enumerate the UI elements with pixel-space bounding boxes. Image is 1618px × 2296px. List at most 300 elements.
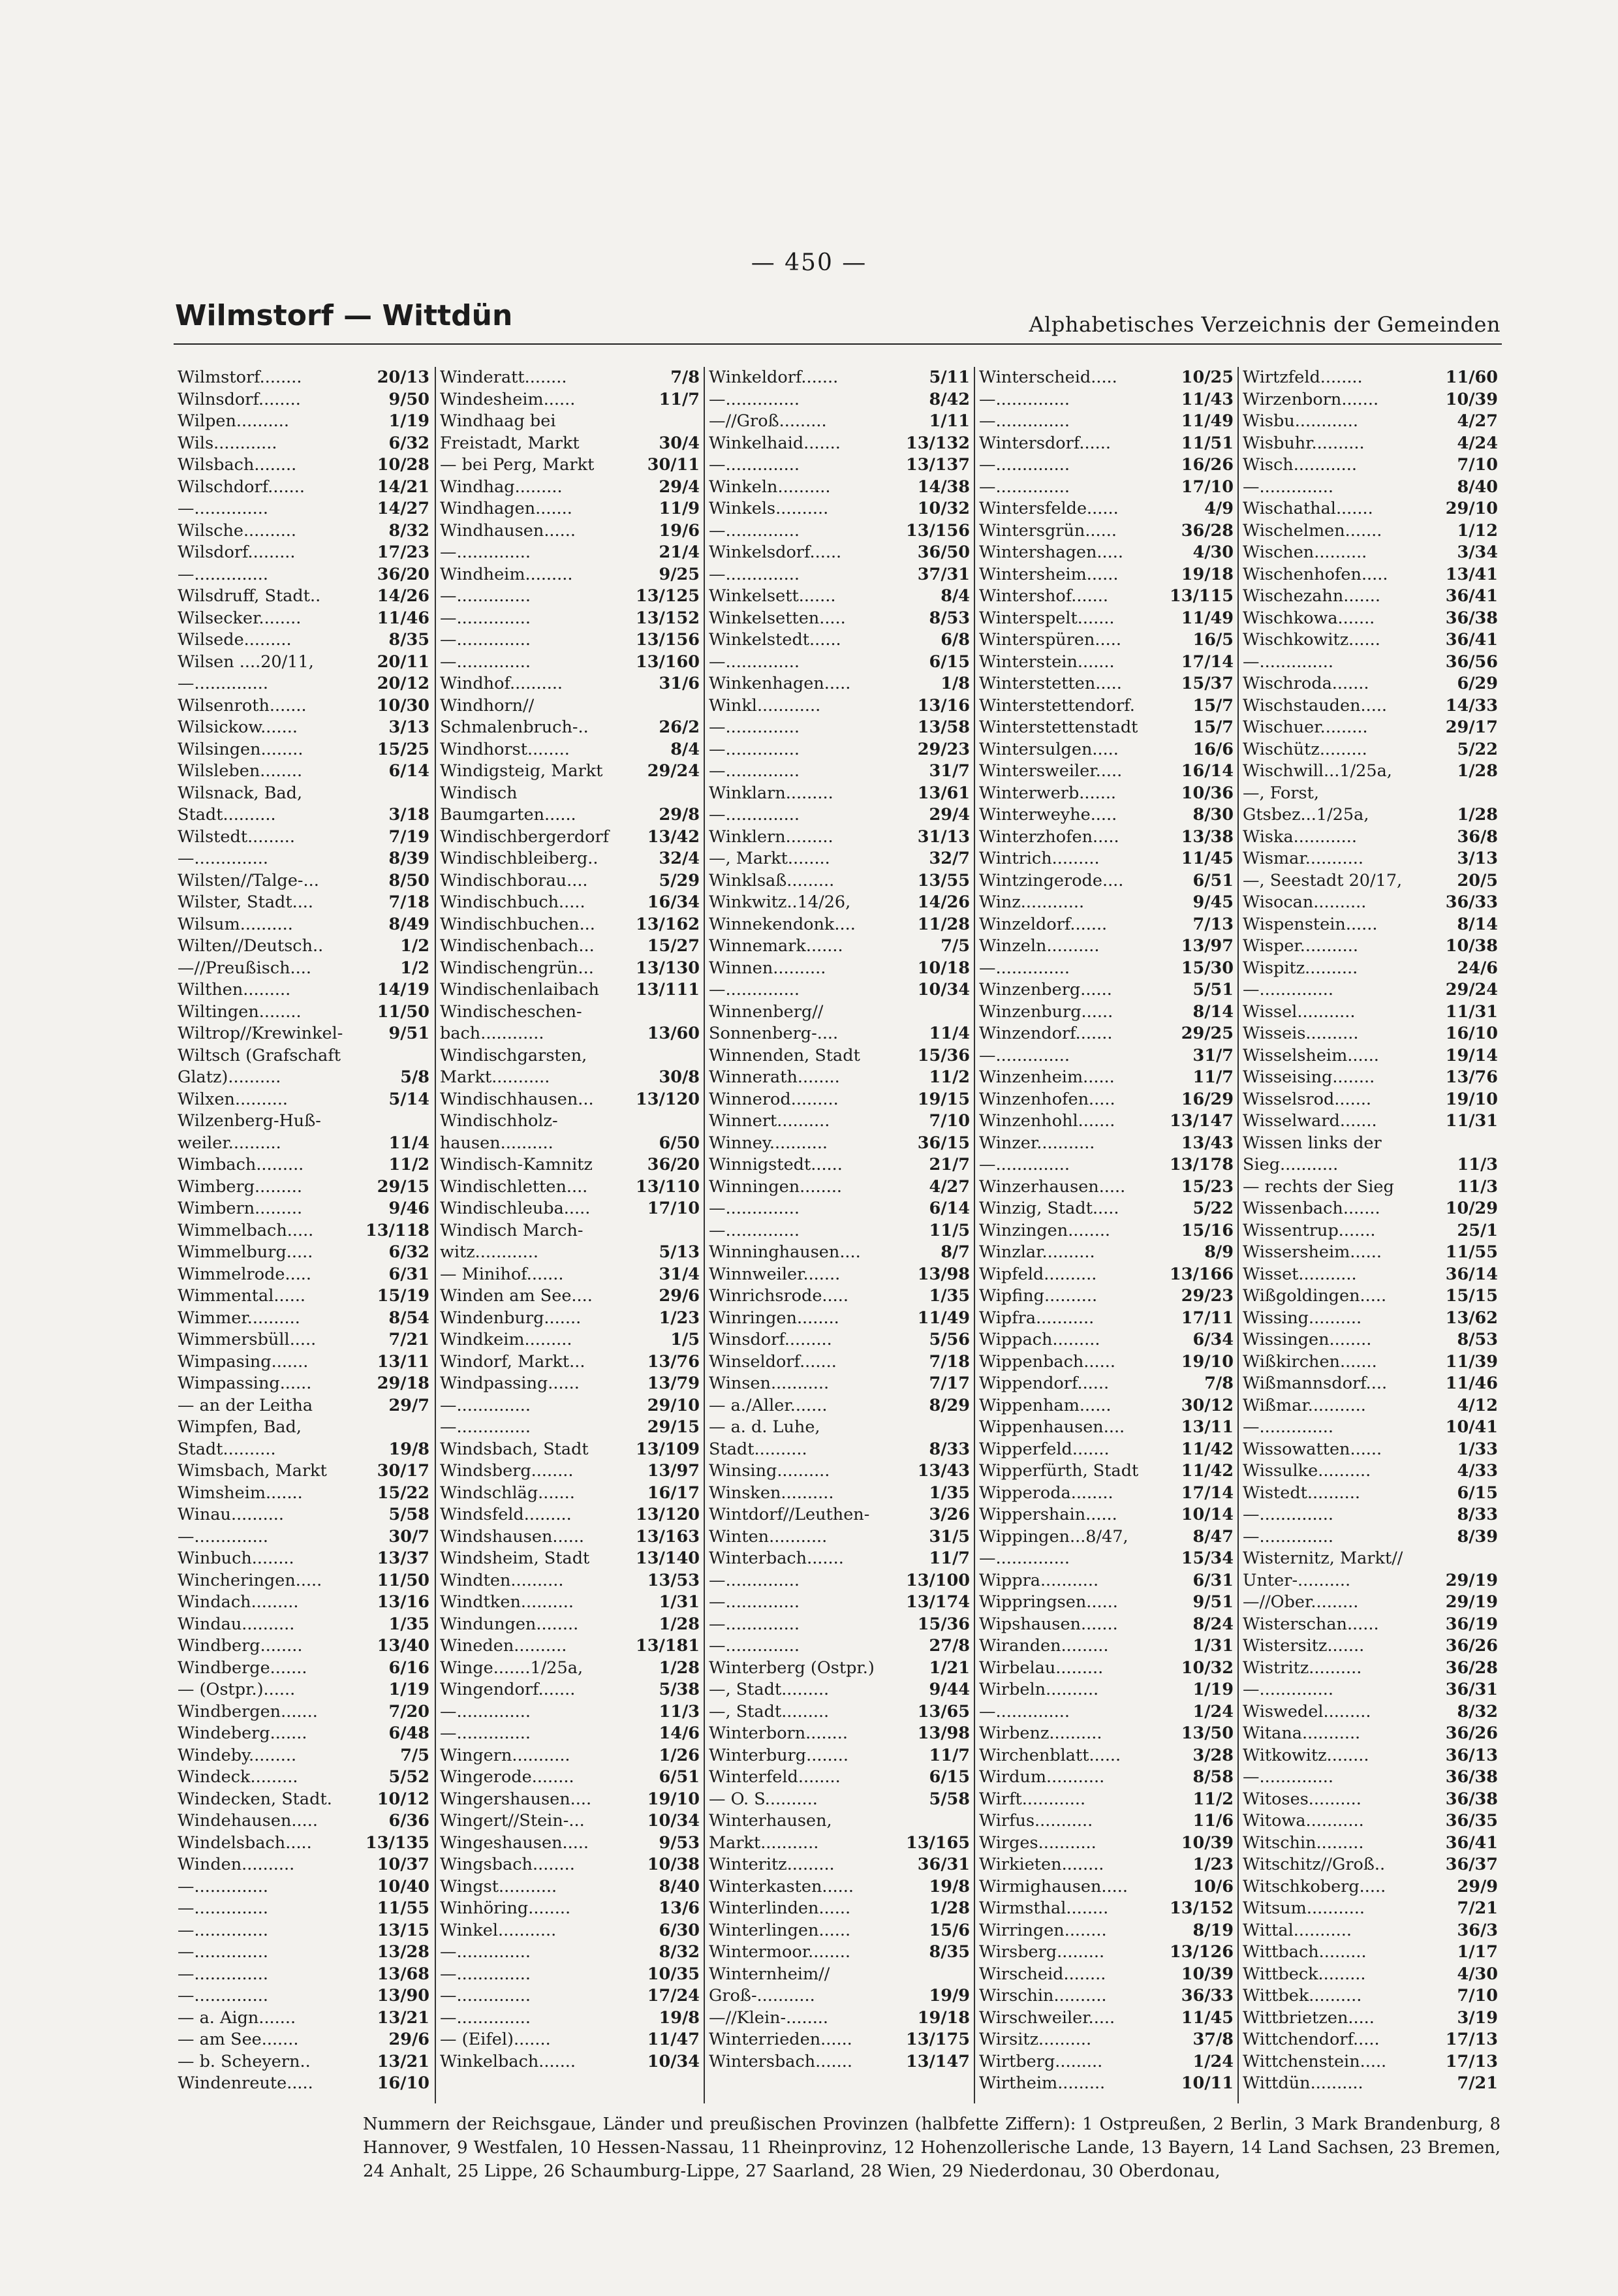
gazetteer-entry (975, 1854, 1239, 1876)
gazetteer-entry (436, 1133, 705, 1155)
gazetteer-entry (705, 1504, 975, 1526)
gazetteer-entry (1239, 1045, 1503, 1067)
region-code: 11/49 (1181, 608, 1234, 628)
region-code: 16/26 (1181, 455, 1234, 475)
region-code: 36/38 (1445, 608, 1498, 628)
place-name: Winterfeld........ (709, 1767, 841, 1787)
place-name: Wipfeld.......... (979, 1264, 1097, 1284)
region-code: 1/17 (1457, 1942, 1498, 1962)
region-code: 11/3 (1457, 1155, 1498, 1174)
gazetteer-entry (975, 1373, 1239, 1395)
gazetteer-entry (705, 2051, 975, 2073)
gazetteer-entry (975, 2029, 1239, 2051)
place-name: Winzerhausen..... (979, 1176, 1126, 1197)
region-code: 13/21 (377, 2007, 429, 2028)
gazetteer-entry (436, 411, 705, 433)
place-name: Wisselward....... (1243, 1111, 1377, 1131)
gazetteer-entry (705, 1701, 975, 1723)
place-name: —.............. (709, 564, 800, 584)
gazetteer-entry (436, 1483, 705, 1505)
place-name: Wippach......... (979, 1330, 1100, 1349)
place-name: — b. Scheyern.. (178, 2051, 311, 2071)
region-code: 36/31 (917, 1855, 970, 1874)
region-code: 30/8 (659, 1067, 700, 1087)
place-name: Windsheim, Stadt (440, 1549, 590, 1568)
gazetteer-entry (975, 848, 1239, 870)
region-code: 13/160 (635, 652, 700, 672)
gazetteer-entry (174, 586, 435, 608)
region-code: 10/39 (1181, 1832, 1234, 1853)
place-name: —.............. (709, 1199, 800, 1218)
place-name: Winkelsett....... (709, 586, 836, 606)
gazetteer-entry (705, 1373, 975, 1395)
place-name: Wiranden......... (979, 1636, 1109, 1656)
place-name: Windkeim......... (440, 1330, 572, 1349)
region-code: 14/38 (917, 477, 970, 497)
place-name: Winseldorf....... (709, 1351, 837, 1372)
place-name: —.............. (440, 608, 531, 628)
gazetteer-entry (975, 586, 1239, 608)
gazetteer-entry (975, 826, 1239, 849)
region-code: 13/65 (917, 1701, 970, 1722)
region-code: 1/19 (388, 411, 429, 431)
region-code: 1/8 (941, 674, 970, 693)
gazetteer-entry (1239, 1592, 1503, 1614)
region-code: 16/10 (1445, 1024, 1498, 1043)
place-name: Wischroda....... (1243, 674, 1369, 693)
gazetteer-entry (975, 1023, 1239, 1045)
place-name: Wilsenroth....... (178, 695, 307, 716)
region-code: 36/15 (917, 1133, 970, 1153)
place-name: Wisseis.......... (1243, 1024, 1359, 1043)
place-name: Windenreute..... (178, 2073, 313, 2093)
region-code: 30/7 (388, 1526, 429, 1547)
gazetteer-entry (705, 1198, 975, 1220)
gazetteer-entry (1239, 520, 1503, 543)
place-name: Winz............ (979, 892, 1085, 912)
region-code: 29/9 (1457, 1876, 1498, 1896)
place-name: Wimmersbüll..... (178, 1330, 317, 1349)
gazetteer-entry (436, 2007, 705, 2030)
place-name: Windhorn// (440, 695, 535, 716)
region-code: 11/7 (929, 1549, 970, 1568)
region-code (1494, 783, 1498, 805)
footnote-legend: Nummern der Reichsgaue, Länder und preußischen Provinzen (halbfette Ziffern): 1 Ostpreußen, 2 Berlin, 3 Mark Brandenburg, 8 Hannover, 9 Westfalen, 10 Hessen-Nassau, 11 Rheinprovinz, 12 Hohenzollerische Lande, 13 Bayern, 14 Land Sachsen, 23 Bremen, 24 Anhalt, 25 Lippe, 26 Schaumburg-Lippe, 27 Saarland, 28 Wien, 29 Niederdonau, 30 Oberdonau, (363, 2115, 1501, 2181)
gazetteer-entry (975, 1942, 1239, 1964)
region-code: 1/24 (1192, 1701, 1234, 1722)
gazetteer-entry (705, 520, 975, 543)
place-name: Windhausen...... (440, 520, 576, 541)
place-name: Wirfus........... (979, 1811, 1093, 1831)
region-code: 10/34 (647, 1811, 700, 1831)
region-code (426, 1110, 429, 1133)
gazetteer-entry (1239, 433, 1503, 455)
place-name: —.............. (709, 1570, 800, 1590)
gazetteer-entry (174, 979, 435, 1001)
place-name: Wimmelburg..... (178, 1242, 313, 1262)
region-code: 11/43 (1181, 389, 1234, 409)
gazetteer-entry (1239, 761, 1503, 783)
gazetteer-entry (436, 1285, 705, 1308)
region-code: 8/14 (1457, 914, 1498, 934)
region-code: 13/55 (917, 870, 970, 890)
place-name: Winkelsdorf...... (709, 543, 842, 562)
place-name: Windsberg........ (440, 1461, 574, 1481)
gazetteer-entry (174, 1723, 435, 1745)
gazetteer-entry (975, 1483, 1239, 1505)
gazetteer-entry (1239, 958, 1503, 980)
gazetteer-entry (1239, 1089, 1503, 1111)
place-name: Wißmannsdorf.... (1243, 1374, 1388, 1393)
gazetteer-entry (975, 1898, 1239, 1920)
region-code: 13/147 (905, 2051, 970, 2071)
place-name: Windehausen..... (178, 1811, 318, 1831)
gazetteer-entry (705, 367, 975, 389)
region-code: 16/14 (1181, 761, 1234, 781)
place-name: Wirkieten........ (979, 1855, 1104, 1874)
gazetteer-entry (436, 1023, 705, 1045)
region-code: 13/130 (635, 958, 700, 978)
region-code: 5/52 (388, 1767, 429, 1787)
region-code: 11/9 (659, 499, 700, 518)
region-code: 13/132 (905, 433, 970, 453)
place-name: Windischbuchen... (440, 914, 595, 934)
gazetteer-entry (174, 1789, 435, 1811)
gazetteer-entry (705, 433, 975, 455)
region-code: 11/7 (929, 1745, 970, 1765)
gazetteer-entry (975, 1439, 1239, 1461)
gazetteer-entry (705, 1658, 975, 1680)
gazetteer-entry (975, 454, 1239, 477)
region-code: 5/11 (929, 368, 970, 387)
region-code: 4/24 (1457, 433, 1498, 453)
place-name: Winnemark....... (709, 936, 843, 956)
gazetteer-entry (1239, 783, 1503, 805)
place-name: —.............. (979, 958, 1070, 978)
region-code: 6/32 (388, 1242, 429, 1262)
gazetteer-entry (1239, 1285, 1503, 1308)
gazetteer-entry (975, 1701, 1239, 1723)
gazetteer-entry (1239, 1001, 1503, 1024)
gazetteer-entry (975, 1504, 1239, 1526)
place-name: Wirtheim......... (979, 2073, 1106, 2093)
region-code: 8/4 (670, 739, 700, 759)
gazetteer-entry (436, 477, 705, 499)
place-name: Wippendorf...... (979, 1374, 1110, 1393)
region-code (696, 695, 700, 717)
place-name: Winnigstedt...... (709, 1155, 843, 1174)
region-code: 29/10 (647, 1395, 700, 1415)
gazetteer-entry (705, 1133, 975, 1155)
gazetteer-entry (436, 1220, 705, 1242)
gazetteer-entry (975, 783, 1239, 805)
gazetteer-entry (436, 454, 705, 477)
place-name: Wirbelau......... (979, 1658, 1104, 1678)
place-name: Windischgarsten, (440, 1045, 587, 1065)
gazetteer-entry (436, 958, 705, 980)
gazetteer-entry (1239, 2007, 1503, 2030)
gazetteer-entry (436, 1395, 705, 1417)
region-code (696, 411, 700, 433)
region-code: 7/5 (400, 1745, 429, 1765)
place-name: —.............. (440, 652, 531, 672)
running-head-range: Wilmstorf — Wittdün (175, 299, 513, 332)
place-name: —.............. (709, 1636, 800, 1656)
place-name: Winterstettendorf. (979, 695, 1135, 716)
region-code: 16/10 (377, 2073, 429, 2093)
gazetteer-entry (1239, 1417, 1503, 1439)
place-name: Windisch (440, 783, 518, 803)
place-name: —.............. (1243, 1767, 1333, 1787)
region-code: 13/37 (377, 1549, 429, 1568)
region-code: 11/45 (1181, 849, 1234, 868)
gazetteer-entry (174, 1045, 435, 1067)
place-name: Windberg........ (178, 1636, 303, 1656)
place-name: Wisset........... (1243, 1264, 1357, 1284)
place-name: Wittchenstein..... (1243, 2051, 1387, 2071)
gazetteer-entry (174, 1154, 435, 1176)
place-name: —, Stadt......... (709, 1680, 830, 1699)
place-name: Wissowatten...... (1243, 1439, 1382, 1459)
region-code: 5/51 (1192, 980, 1234, 999)
gazetteer-entry (1239, 1810, 1503, 1832)
region-code: 11/49 (1181, 411, 1234, 431)
region-code: 1/35 (388, 1614, 429, 1634)
place-name: Wintermoor........ (709, 1942, 850, 1962)
gazetteer-entry (975, 1110, 1239, 1133)
place-name: —.............. (178, 1920, 268, 1940)
region-code: 13/175 (905, 2030, 970, 2049)
region-code: 13/120 (635, 1089, 700, 1109)
gazetteer-entry (1239, 1570, 1503, 1592)
gazetteer-entry (436, 848, 705, 870)
region-code: 29/19 (1445, 1592, 1498, 1612)
place-name: —.............. (709, 1614, 800, 1634)
place-name: Wisper........... (1243, 936, 1358, 956)
region-code: 10/12 (377, 1789, 429, 1809)
place-name: Wissel........... (1243, 1001, 1356, 1022)
region-code: 10/14 (1181, 1505, 1234, 1524)
place-name: Gtsbez...1/25a, (1243, 805, 1369, 825)
region-code: 36/35 (1445, 1811, 1498, 1831)
place-name: Winzendorf....... (979, 1024, 1113, 1043)
gazetteer-entry (1239, 1767, 1503, 1789)
place-name: Wittdün.......... (1243, 2073, 1363, 2093)
gazetteer-entry (174, 433, 435, 455)
gazetteer-entry (174, 1745, 435, 1767)
region-code: 6/14 (388, 761, 429, 781)
gazetteer-entry (705, 1154, 975, 1176)
region-code: 19/9 (929, 1986, 970, 2005)
gazetteer-entry (975, 1570, 1239, 1592)
place-name: Wißmar........... (1243, 1395, 1366, 1415)
region-code: 36/26 (1445, 1723, 1498, 1743)
region-code: 5/22 (1457, 739, 1498, 759)
gazetteer-entry (705, 1767, 975, 1789)
gazetteer-entry (436, 389, 705, 411)
region-code: 3/13 (388, 717, 429, 737)
place-name: Wischathal....... (1243, 499, 1373, 518)
place-name: — rechts der Sieg (1243, 1176, 1394, 1197)
place-name: weiler.......... (178, 1133, 281, 1153)
place-name: Windeck......... (178, 1767, 298, 1787)
place-name: Winkeldorf....... (709, 368, 839, 387)
gazetteer-entry (174, 848, 435, 870)
region-code: 10/28 (377, 455, 429, 475)
region-code: 13/174 (905, 1592, 970, 1612)
gazetteer-entry (174, 2007, 435, 2030)
region-code: 13/152 (635, 608, 700, 628)
gazetteer-entry (1239, 936, 1503, 958)
gazetteer-entry (975, 1417, 1239, 1439)
region-code: 24/6 (1457, 958, 1498, 978)
place-name: Windsbach, Stadt (440, 1439, 589, 1459)
region-code: 19/8 (929, 1876, 970, 1896)
gazetteer-entry (174, 1876, 435, 1898)
region-code: 11/42 (1181, 1461, 1234, 1481)
gazetteer-entry (436, 608, 705, 630)
gazetteer-entry (436, 1176, 705, 1199)
region-code: 14/21 (377, 477, 429, 497)
gazetteer-entry (174, 739, 435, 761)
place-name: —//Ober......... (1243, 1592, 1359, 1612)
place-name: Winterspüren..... (979, 630, 1121, 650)
gazetteer-entry (975, 1876, 1239, 1898)
region-code: 13/118 (365, 1220, 429, 1240)
region-code: 9/51 (388, 1024, 429, 1043)
place-name: —, Markt........ (709, 849, 830, 868)
gazetteer-entry (1239, 2029, 1503, 2051)
gazetteer-entry (975, 1723, 1239, 1745)
region-code: 10/34 (917, 980, 970, 999)
gazetteer-entry (174, 1592, 435, 1614)
gazetteer-entry (975, 411, 1239, 433)
gazetteer-entry (975, 1154, 1239, 1176)
gazetteer-entry (1239, 1701, 1503, 1723)
gazetteer-entry (174, 520, 435, 543)
place-name: Winterweyhe..... (979, 805, 1117, 825)
region-code: 13/15 (377, 1920, 429, 1940)
region-code: 13/110 (635, 1176, 700, 1197)
place-name: Windischenlaibach (440, 980, 599, 999)
region-code: 1/28 (1457, 805, 1498, 825)
gazetteer-entry (975, 2007, 1239, 2030)
gazetteer-entry (436, 892, 705, 914)
place-name: Winterwerb....... (979, 783, 1117, 803)
region-code: 14/19 (377, 980, 429, 999)
gazetteer-entry (975, 1526, 1239, 1549)
region-code: 1/21 (929, 1658, 970, 1678)
gazetteer-entry (436, 629, 705, 652)
gazetteer-entry (436, 520, 705, 543)
region-code: 8/50 (388, 870, 429, 890)
gazetteer-entry (705, 1898, 975, 1920)
place-name: Wippenhausen.... (979, 1417, 1125, 1437)
region-code: 31/4 (659, 1264, 700, 1284)
region-code: 36/26 (1445, 1636, 1498, 1656)
region-code: 11/55 (377, 1898, 429, 1918)
gazetteer-entry (705, 1395, 975, 1417)
place-name: Schmalenbruch-.. (440, 717, 589, 737)
place-name: —.............. (1243, 477, 1333, 497)
region-code: 10/36 (1181, 783, 1234, 803)
region-code: 1/28 (659, 1614, 700, 1634)
gazetteer-entry (1239, 1329, 1503, 1351)
place-name: Winzlar.......... (979, 1242, 1095, 1262)
place-name: —.............. (709, 805, 800, 825)
region-code: 14/26 (377, 586, 429, 606)
place-name: Wilpen.......... (178, 411, 289, 431)
gazetteer-entry (975, 367, 1239, 389)
region-code: 16/29 (1181, 1089, 1234, 1109)
place-name: Wisbuhr.......... (1243, 433, 1365, 453)
region-code: 11/4 (388, 1133, 429, 1153)
gazetteer-entry (174, 1942, 435, 1964)
place-name: — (Ostpr.)...... (178, 1680, 296, 1699)
place-name: Wilsnack, Bad, (178, 783, 303, 803)
gazetteer-entry (1239, 1264, 1503, 1286)
gazetteer-entry (975, 1133, 1239, 1155)
gazetteer-entry (436, 1548, 705, 1570)
place-name: Wistritz.......... (1243, 1658, 1362, 1678)
region-code: 8/42 (929, 389, 970, 409)
region-code: 21/4 (659, 543, 700, 562)
place-name: Wilsleben........ (178, 761, 303, 781)
gazetteer-entry (436, 1592, 705, 1614)
region-code: 7/10 (929, 1111, 970, 1131)
region-code: 29/17 (1445, 717, 1498, 737)
column-1 (174, 367, 435, 2103)
region-code: 13/97 (647, 1461, 700, 1481)
gazetteer-entry (174, 1920, 435, 1942)
region-code: 7/10 (1457, 455, 1498, 475)
place-name: —.............. (979, 1045, 1070, 1065)
region-code: 14/6 (659, 1723, 700, 1743)
region-code: 36/20 (377, 564, 429, 584)
region-code: 11/31 (1445, 1001, 1498, 1022)
region-code: 3/18 (388, 805, 429, 825)
gazetteer-entry (1239, 717, 1503, 739)
region-code: 13/62 (1445, 1308, 1498, 1328)
place-name: Wimmelrode..... (178, 1264, 312, 1284)
place-name: Groß-........... (709, 1986, 815, 2005)
gazetteer-entry (1239, 1526, 1503, 1549)
region-code: 36/41 (1445, 586, 1498, 606)
region-code: 8/14 (1192, 1001, 1234, 1022)
region-code: 6/32 (388, 433, 429, 453)
region-code: 1/31 (659, 1592, 700, 1612)
place-name: Windischhausen... (440, 1089, 594, 1109)
place-name: Winringen........ (709, 1308, 839, 1328)
place-name: —.............. (709, 980, 800, 999)
gazetteer-entry (174, 1417, 435, 1439)
gazetteer-entry (1239, 1308, 1503, 1330)
place-name: Winterbach....... (709, 1549, 844, 1568)
region-code: 6/51 (1192, 870, 1234, 890)
region-code: 4/30 (1192, 543, 1234, 562)
place-name: Wingern........... (440, 1745, 570, 1765)
column-5 (1237, 367, 1503, 2103)
region-code: 9/53 (659, 1832, 700, 1853)
region-code: 11/46 (1445, 1374, 1498, 1393)
region-code: 8/9 (1204, 1242, 1234, 1262)
place-name: Wippringsen...... (979, 1592, 1118, 1612)
region-code: 15/7 (1192, 695, 1234, 716)
place-name: Winden.......... (178, 1855, 295, 1874)
region-code: 19/10 (1445, 1089, 1498, 1109)
gazetteer-entry (436, 1635, 705, 1658)
place-name: Wilster, Stadt.... (178, 892, 314, 912)
